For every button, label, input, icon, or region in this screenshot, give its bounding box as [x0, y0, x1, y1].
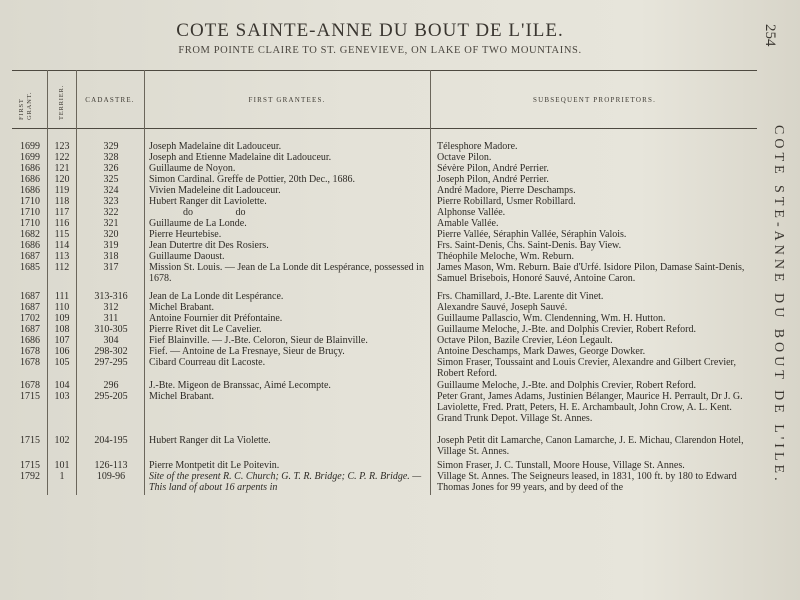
cell-grantee: Guillaume de Noyon.: [149, 163, 236, 174]
cell-terrier: 118: [54, 196, 70, 207]
cell-terrier: 102: [54, 435, 70, 446]
cell-cadastre: 295-205: [94, 391, 128, 402]
cell-year: 1687: [20, 324, 40, 335]
cell-terrier: 108: [54, 324, 70, 335]
header-first-grant: FIRST GRANT.: [18, 91, 33, 120]
cell-grantee: Guillaume de La Londe.: [149, 218, 247, 229]
cell-grantee: Fief Blainville. — J.-Bte. Celoron, Sieur de Blainville.: [149, 335, 368, 346]
cell-year: 1678: [20, 346, 40, 357]
header-first-grantees: FIRST GRANTEES.: [248, 96, 326, 104]
cell-proprietors: Amable Vallée.: [437, 218, 499, 229]
column-divider: [47, 70, 48, 495]
cell-grantee: do do: [183, 207, 246, 218]
cell-terrier: 105: [54, 357, 70, 368]
cell-cadastre: 321: [103, 218, 119, 229]
cell-terrier: 103: [54, 391, 70, 402]
header-terrier: TERRIER.: [58, 84, 65, 120]
cell-terrier: 123: [54, 141, 70, 152]
header-subsequent-proprietors: SUBSEQUENT PROPRIETORS.: [532, 96, 657, 104]
cell-year: 1710: [20, 196, 40, 207]
column-divider: [144, 70, 145, 495]
cell-terrier: 107: [54, 335, 70, 346]
cell-grantee: Hubert Ranger dit Laviolette.: [149, 196, 267, 207]
cell-terrier: 115: [54, 229, 70, 240]
cell-cadastre: 324: [103, 185, 119, 196]
cell-cadastre: 319: [103, 240, 119, 251]
cell-terrier: 117: [54, 207, 70, 218]
cell-grantee: Vivien Madeleine dit Ladouceur.: [149, 185, 281, 196]
cell-terrier: 111: [54, 291, 70, 302]
cell-terrier: 122: [54, 152, 70, 163]
cell-terrier: 112: [54, 262, 70, 273]
cell-proprietors: Octave Pilon, Bazile Crevier, Léon Legault.: [437, 335, 613, 346]
cell-grantee: Pierre Rivet dit Le Cavelier.: [149, 324, 262, 335]
cell-terrier: 101: [54, 460, 70, 471]
cell-proprietors: Alexandre Sauvé, Joseph Sauvé.: [437, 302, 568, 313]
cell-proprietors: Télesphore Madore.: [437, 141, 518, 152]
cell-year: 1710: [20, 218, 40, 229]
cell-grantee: J.-Bte. Migeon de Branssac, Aimé Lecompte.: [149, 380, 331, 391]
cell-cadastre: 323: [103, 196, 119, 207]
cell-proprietors: Guillaume Pallascio, Wm. Clendenning, Wm. H. Hutton.: [437, 313, 666, 324]
column-divider: [430, 70, 431, 495]
cell-terrier: 104: [54, 380, 70, 391]
cell-year: 1686: [20, 174, 40, 185]
cell-proprietors: Frs. Saint-Denis, Chs. Saint-Denis. Bay View.: [437, 240, 622, 251]
cell-grantee: Pierre Montpetit dit Le Poitevin.: [149, 460, 280, 471]
cell-proprietors: Antoine Deschamps, Mark Dawes, George Dowker.: [437, 346, 646, 357]
cell-year: 1699: [20, 141, 40, 152]
cell-proprietors: Joseph Pilon, André Perrier.: [437, 174, 549, 185]
cell-cadastre: 313-316: [94, 291, 128, 302]
cell-grantee: Joseph Madelaine dit Ladouceur.: [149, 141, 282, 152]
cell-cadastre: 310-305: [94, 324, 128, 335]
table-top-rule: [12, 70, 757, 71]
cell-cadastre: 329: [103, 141, 119, 152]
page-subtitle: FROM POINTE CLAIRE TO ST. GENEVIEVE, ON LAKE OF TWO MOUNTAINS.: [178, 45, 582, 56]
cell-year: 1715: [20, 435, 40, 446]
cell-grantee: Simon Cardinal. Greffe de Pottier, 20th Dec., 1686.: [149, 174, 356, 185]
cell-terrier: 120: [54, 174, 70, 185]
cell-cadastre: 297-295: [94, 357, 128, 368]
cell-proprietors: Village St. Annes. The Seigneurs leased, in 1831, 100 ft. by 180 to Edward Thomas Jones for 99 years, and by deed of the: [437, 471, 737, 493]
cell-proprietors: Sévère Pilon, André Perrier.: [437, 163, 549, 174]
cell-cadastre: 296: [103, 380, 119, 391]
cell-year: 1685: [20, 262, 40, 273]
cell-grantee: Guillaume Daoust.: [149, 251, 225, 262]
cell-cadastre: 311: [103, 313, 119, 324]
cell-year: 1687: [20, 291, 40, 302]
cell-grantee: Michel Brabant.: [149, 391, 214, 402]
cell-cadastre: 328: [103, 152, 119, 163]
cell-terrier: 119: [54, 185, 70, 196]
cell-cadastre: 312: [103, 302, 119, 313]
cell-proprietors: Guillaume Meloche, J.-Bte. and Dolphis Crevier, Robert Reford.: [437, 324, 696, 335]
cell-year: 1699: [20, 152, 40, 163]
cell-proprietors: James Mason, Wm. Reburn. Baie d'Urfé. Isidore Pilon, Damase Saint-Denis, Samuel Brisebois, Honoré Sauvé, Antoine Caron.: [437, 262, 745, 284]
cell-terrier: 109: [54, 313, 70, 324]
cell-grantee: Joseph and Etienne Madelaine dit Ladouceur.: [149, 152, 332, 163]
cell-proprietors: Simon Fraser, Toussaint and Louis Crevier, Alexandre and Gilbert Crevier, Robert Reford.: [437, 357, 736, 379]
cell-grantee: Pierre Heurtebise.: [149, 229, 222, 240]
cell-cadastre: 126-113: [94, 460, 128, 471]
cell-grantee: Michel Brabant.: [149, 302, 214, 313]
cell-grantee: Cibard Courreau dit Lacoste.: [149, 357, 266, 368]
cell-proprietors: André Madore, Pierre Deschamps.: [437, 185, 576, 196]
cell-grantee: Fief. — Antoine de La Fresnaye, Sieur de Bruçy.: [149, 346, 345, 357]
cell-year: 1715: [20, 391, 40, 402]
cell-proprietors: Pierre Robillard, Usmer Robillard.: [437, 196, 576, 207]
side-running-title: COTE STE-ANNE DU BOUT DE L'ILE.: [771, 125, 786, 485]
cell-grantee: Jean Dutertre dit Des Rosiers.: [149, 240, 269, 251]
cell-terrier: 114: [54, 240, 70, 251]
cell-grantee: Mission St. Louis. — Jean de La Londe dit Lespérance, possessed in 1678.: [149, 262, 424, 284]
cell-proprietors: Peter Grant, James Adams, Justinien Bélanger, Maurice H. Perrault, Dr J. G. Laviolette, Fred. Pratt, Peters, H. E. Archambault, John Crow, A. L. Kent. Grand Trunk Depot. Village St. Annes.: [437, 391, 743, 424]
cell-proprietors: Pierre Vallée, Séraphin Vallée, Séraphin Valois.: [437, 229, 627, 240]
cell-cadastre: 322: [103, 207, 119, 218]
cell-year: 1686: [20, 240, 40, 251]
cell-proprietors: Théophile Meloche, Wm. Reburn.: [437, 251, 575, 262]
cell-grantee: Antoine Fournier dit Préfontaine.: [149, 313, 283, 324]
cell-grantee: Site of the present R. C. Church; G. T. R. Bridge; C. P. R. Bridge. — This land of about 16 arpents in: [149, 471, 422, 493]
cell-grantee: Jean de La Londe dit Lespérance.: [149, 291, 284, 302]
cell-cadastre: 304: [103, 335, 119, 346]
column-divider: [76, 70, 77, 495]
cell-grantee: Hubert Ranger dit La Violette.: [149, 435, 271, 446]
cell-year: 1686: [20, 163, 40, 174]
cell-proprietors: Frs. Chamillard, J.-Bte. Larente dit Vinet.: [437, 291, 604, 302]
cell-cadastre: 298-302: [94, 346, 128, 357]
cell-year: 1686: [20, 185, 40, 196]
cell-proprietors: Simon Fraser, J. C. Tunstall, Moore House, Village St. Annes.: [437, 460, 685, 471]
cell-terrier: 110: [54, 302, 70, 313]
cell-proprietors: Joseph Petit dit Lamarche, Canon Lamarche, J. E. Michau, Clarendon Hotel, Village St. Annes.: [437, 435, 744, 457]
cell-terrier: 116: [54, 218, 70, 229]
page-number: 254: [762, 24, 778, 47]
cell-proprietors: Alphonse Vallée.: [437, 207, 506, 218]
cell-year: 1687: [20, 251, 40, 262]
cell-proprietors: Guillaume Meloche, J.-Bte. and Dolphis Crevier, Robert Reford.: [437, 380, 696, 391]
cell-terrier: 1: [59, 471, 65, 482]
cell-cadastre: 109-96: [96, 471, 126, 482]
cell-cadastre: 317: [103, 262, 119, 273]
cell-cadastre: 320: [103, 229, 119, 240]
cell-cadastre: 204-195: [94, 435, 128, 446]
cell-cadastre: 318: [103, 251, 119, 262]
cell-terrier: 113: [54, 251, 70, 262]
cell-year: 1702: [20, 313, 40, 324]
cell-year: 1687: [20, 302, 40, 313]
cell-proprietors: Octave Pilon.: [437, 152, 492, 163]
cell-year: 1686: [20, 335, 40, 346]
cell-cadastre: 325: [103, 174, 119, 185]
cell-year: 1792: [20, 471, 40, 482]
table-header-rule: [12, 128, 757, 129]
cell-year: 1715: [20, 460, 40, 471]
page-title: COTE SAINTE-ANNE DU BOUT DE L'ILE.: [176, 20, 564, 41]
cell-year: 1710: [20, 207, 40, 218]
cell-year: 1678: [20, 380, 40, 391]
cell-year: 1678: [20, 357, 40, 368]
header-cadastre: CADASTRE.: [85, 96, 135, 104]
cell-terrier: 106: [54, 346, 70, 357]
cell-terrier: 121: [54, 163, 70, 174]
cell-year: 1682: [20, 229, 40, 240]
cell-cadastre: 326: [103, 163, 119, 174]
